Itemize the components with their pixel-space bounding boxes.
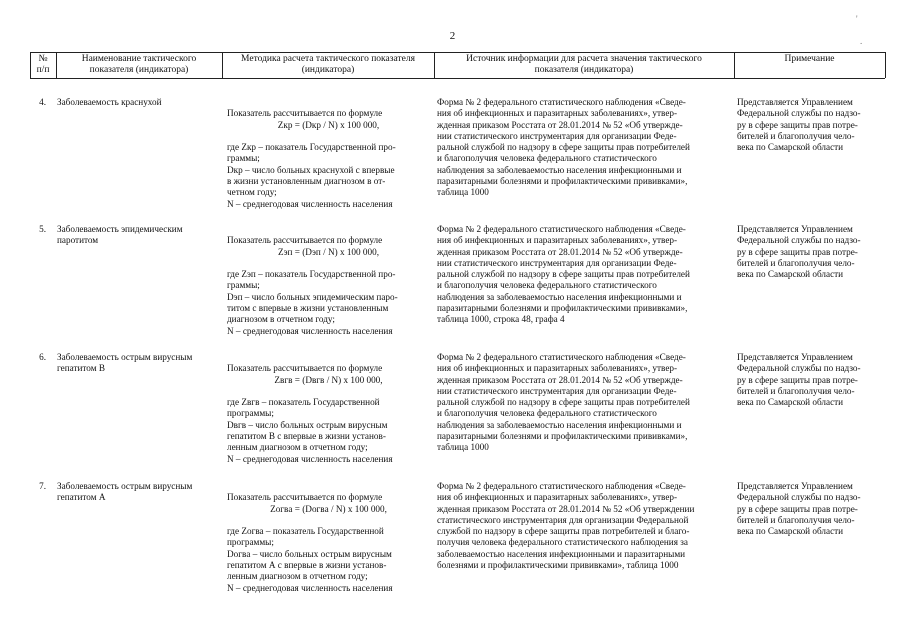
formula: Zогвa = (Dогвa / N) x 100 000, [270, 503, 387, 514]
row-number: 7. [39, 481, 46, 491]
formula-intro: Показатель рассчитывается по формуле [227, 235, 383, 246]
method-text: где Zвгв – показатель Государственной программы; Dвгв – число больных острым вирусным гепатитом В с впервые в жизни установ- ленным диагнозом в отчетном году; N – среднегодовая численность населения [227, 397, 393, 464]
header-col-source: Источник информации для расчета значения тактического показателя (индикатора) [466, 54, 702, 75]
formula-intro: Показатель рассчитывается по формуле [227, 363, 383, 374]
scan-mark: ' [856, 14, 858, 24]
header-col-method: Методика расчета тактического показателя (индикатора) [241, 54, 415, 75]
formula: Zкр = (Dкр / N) x 100 000, [277, 119, 380, 130]
source-text: Форма № 2 федерального статистического наблюдения «Сведе- ния об инфекционных и паразитарных заболеваниях», утвер- жденная приказом Росстата от 28.01.2014 № 52 «Об утвержде- нии статистического инструментария для организации Феде- ральной службой по надзору в сфере защиты прав потребителей и благополучия человека федерального статистического наблюдения за заболеваемостью населения инфекционными и паразитарными болезнями и профилактическими прививками», таблица 1000 [437, 352, 690, 453]
scan-mark: . [860, 36, 863, 46]
source-text: Форма № 2 федерального статистического наблюдения «Сведе- ния об инфекционных и паразитарных заболеваниях», утвер- жденная приказом Росстата от 28.01.2014 № 52 «Об утвержде- нии статистического инструментария для организации Феде- ральной службой по надзору в сфере защиты прав потребителей и благополучия человека федерального статистического наблюдения за заболеваемостью населения инфекционными и паразитарными болезнями и профилактическими прививками», таблица 1000, строка 48, графа 4 [437, 224, 690, 325]
row-number: 6. [39, 352, 46, 362]
note-text: Представляется Управлением Федеральной службы по надзо- ру в сфере защиты прав потре- бителей и благополучия чело- века по Самарской области [737, 224, 861, 280]
header-divider [885, 52, 886, 78]
indicator-name: Заболеваемость краснухой [57, 97, 162, 107]
method-cell [227, 97, 430, 210]
formula-intro: Показатель рассчитывается по формуле [227, 108, 383, 119]
row-number: 4. [39, 97, 46, 107]
header-bottom-rule [30, 78, 885, 79]
indicator-name: Заболеваемость эпидемическим паротитом [57, 224, 183, 246]
method-cell [227, 224, 430, 337]
source-text: Форма № 2 федерального статистического наблюдения «Сведе- ния об инфекционных и паразитарных заболеваниях», утвер- жденная приказом Росстата от 28.01.2014 № 52 «Об утвержде- нии статистического инструментария для организации Феде- ральной службой по надзору в сфере защиты прав потребителей и благополучия человека федерального статистического наблюдения за заболеваемостью населения инфекционными и паразитарными болезнями и профилактическими прививками», таблица 1000 [437, 97, 690, 198]
formula-intro: Показатель рассчитывается по формуле [227, 492, 383, 503]
method-cell [227, 481, 430, 594]
indicator-name: Заболеваемость острым вирусным гепатитом В [57, 352, 193, 374]
page-number: 2 [449, 30, 456, 42]
header-col-number: № п/п [36, 54, 50, 75]
header-col-note: Примечание [784, 54, 835, 64]
formula: Zэп = (Dэп / N) x 100 000, [278, 246, 379, 257]
method-cell [227, 352, 430, 465]
method-text: где Zкр – показатель Государственной про- граммы; Dкр – число больных краснухой с впервые в жизни установленным диагнозом в от- четном году; N – среднегодовая численность населения [227, 142, 396, 209]
formula: Zвгв = (Dвгв / N) x 100 000, [274, 374, 383, 385]
header-top-rule [30, 52, 885, 53]
note-text: Представляется Управлением Федеральной службы по надзо- ру в сфере защиты прав потре- бителей и благополучия чело- века по Самарской области [737, 481, 861, 537]
method-text: где Zогва – показатель Государственной программы; Dогвa – число больных острым вирусным гепатитом А с впервые в жизни установ- ленным диагнозом в отчетном году; N – среднегодовая численность населения [227, 526, 393, 593]
note-text: Представляется Управлением Федеральной службы по надзо- ру в сфере защиты прав потре- бителей и благополучия чело- века по Самарской области [737, 97, 861, 153]
method-text: где Zэп – показатель Государственной про- граммы; Dэп – число больных эпидемическим паро- титом с впервые в жизни установленным диагнозом в отчетном году; N – среднегодовая численность населения [227, 269, 398, 336]
source-text: Форма № 2 федерального статистического наблюдения «Сведе- ния об инфекционных и паразитарных заболеваниях», утвер- жденная приказом Росстата от 28.01.2014 № 52 «Об утверждении статистического инструментария для организации Федеральной службой по надзору в сфере защиты прав потребителей и благо- получия человека федерального статистического наблюдения за заболеваемостью населения инфекционными и паразитарными болезнями и профилактическими прививками», таблица 1000 [437, 481, 695, 571]
indicator-name: Заболеваемость острым вирусным гепатитом А [57, 481, 193, 503]
note-text: Представляется Управлением Федеральной службы по надзо- ру в сфере защиты прав потре- бителей и благополучия чело- века по Самарской области [737, 352, 861, 408]
header-col-name: Наименование тактического показателя (индикатора) [81, 54, 197, 75]
row-number: 5. [39, 224, 46, 234]
